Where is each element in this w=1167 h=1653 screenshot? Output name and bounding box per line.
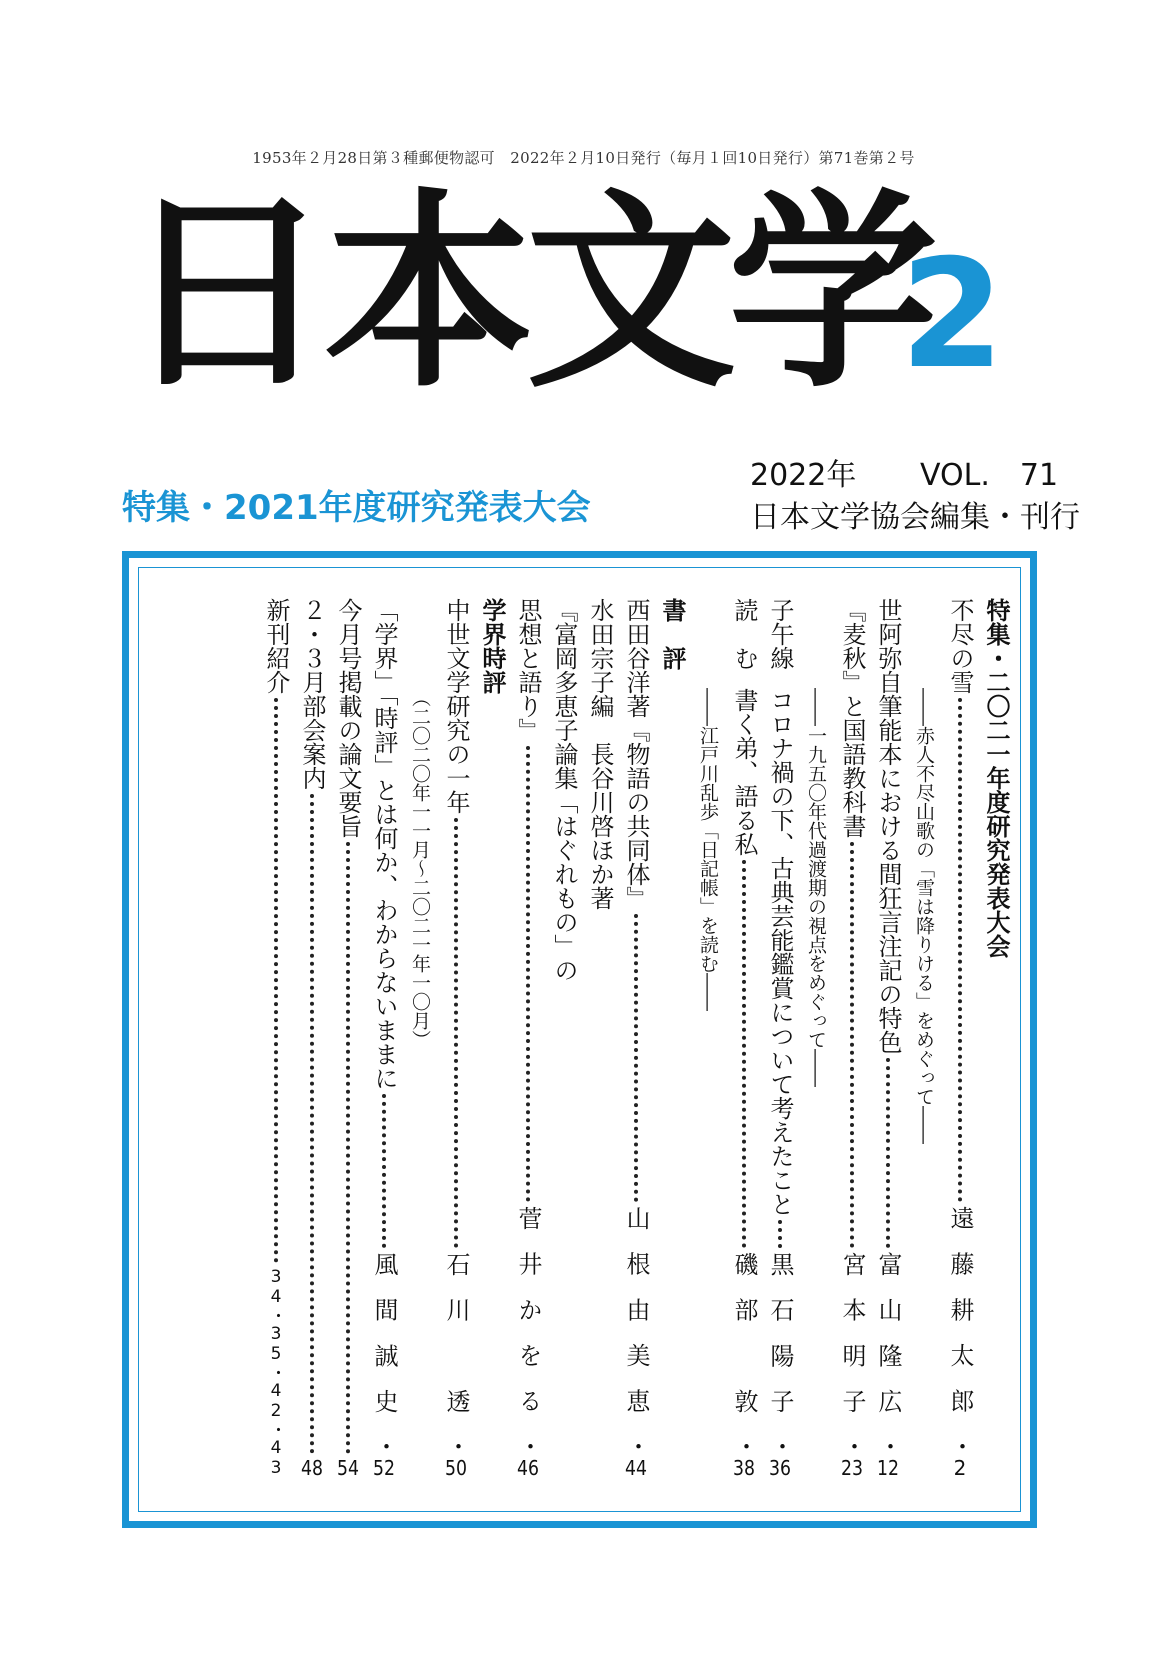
- toc-entry-page: 34・35・42・43: [266, 1267, 286, 1478]
- toc-entry-page: 54: [337, 1458, 359, 1478]
- toc-entry-title: 世阿弥自筆能本における間狂言注記の特色: [874, 598, 902, 1054]
- toc-entry-title: 不尽の雪: [946, 598, 974, 694]
- toc-entry-author: 磯部 敦: [730, 1251, 758, 1434]
- toc-entry-page: 46: [517, 1458, 539, 1478]
- toc-entry-title: 思想と語り』: [514, 598, 542, 742]
- toc-entry[interactable]: [834, 598, 870, 1478]
- toc-entry-page: 38: [733, 1458, 755, 1478]
- toc-section-heading: 書 評: [658, 598, 687, 670]
- toc-entry-author: 石川 透: [442, 1251, 470, 1434]
- toc-feature-heading: 特集・二〇二一年度研究発表大会: [982, 598, 1011, 958]
- toc-leader-dots: [634, 914, 638, 1202]
- toc-entry-author: 遠藤耕太郎: [946, 1206, 974, 1434]
- toc-entry-title: 『富岡多恵子論集「はぐれもの」の: [550, 598, 578, 982]
- toc-subtitle: ――江戸川乱歩「日記帳」を読む――: [697, 688, 719, 1011]
- toc-entry-page: 50: [445, 1458, 467, 1478]
- toc-entry-title: 水田宗子編 長谷川啓ほか著: [586, 598, 614, 910]
- toc-separator: ・: [946, 1434, 974, 1458]
- toc-separator: ・: [514, 1434, 542, 1458]
- toc-entry-title: コロナ禍の下、古典芸能鑑賞について考えたこと: [766, 688, 794, 1216]
- toc-separator: ・: [442, 1434, 470, 1458]
- toc-entry-author: 宮本明子: [838, 1251, 866, 1434]
- toc-leader-dots: [850, 842, 854, 1248]
- toc-separator: ・: [370, 1434, 398, 1458]
- toc-entry[interactable]: [942, 598, 978, 1478]
- masthead-title: 日本文学: [122, 169, 931, 416]
- issue-number: 2: [900, 228, 1005, 402]
- toc-entry-author: 山根由美恵: [622, 1206, 650, 1434]
- toc-entry-title: 新刊紹介: [262, 598, 290, 694]
- toc-entry-page: 52: [373, 1458, 395, 1478]
- toc-entry-page: 2: [953, 1458, 967, 1478]
- toc-entry-page: 12: [877, 1458, 899, 1478]
- table-of-contents-frame: [122, 551, 1037, 1528]
- toc-leader-dots: [454, 818, 458, 1248]
- toc-leader-dots: [958, 698, 962, 1202]
- toc-separator: ・: [838, 1434, 866, 1458]
- toc-leader-dots: [886, 1058, 890, 1248]
- toc-leader-dots: [526, 746, 530, 1202]
- toc-entry-title: 『麦秋』と国語教科書: [838, 598, 866, 838]
- toc-entry[interactable]: [582, 598, 618, 1498]
- toc-entry-title: 中世文学研究の一年: [442, 598, 470, 814]
- toc-entry-title: 西田谷洋著『物語の共同体』: [622, 598, 650, 910]
- publication-year: 2022年: [750, 458, 857, 493]
- toc-subtitle: （二〇二〇年一一月～二〇二一年一〇月）: [409, 688, 431, 1049]
- toc-entry[interactable]: [438, 598, 474, 1478]
- toc-entry[interactable]: [726, 598, 762, 1478]
- toc-leader-dots: [274, 698, 278, 1263]
- toc-leader-dots: [382, 1094, 386, 1248]
- table-of-contents-inner-frame: [138, 567, 1021, 1512]
- toc-entry[interactable]: [762, 598, 798, 1478]
- toc-leader-dots: [742, 860, 746, 1248]
- toc-entry-author: 富山隆広: [874, 1251, 902, 1434]
- toc-entry[interactable]: [294, 598, 330, 1478]
- toc-entry-title: ２・３月部会案内: [298, 598, 326, 790]
- toc-separator: ・: [766, 1434, 794, 1458]
- toc-entry[interactable]: [366, 598, 402, 1478]
- toc-entry-page: 23: [841, 1458, 863, 1478]
- toc-entry-title: 「学界」「時評」とは何か、わからないままに: [370, 598, 398, 1090]
- feature-title: 特集・2021年度研究発表大会: [122, 488, 591, 528]
- toc-entry-page: 44: [625, 1458, 647, 1478]
- toc-separator: ・: [730, 1434, 758, 1458]
- toc-entry-title: 今月号掲載の論文要旨: [334, 598, 362, 838]
- toc-leader-dots: [778, 1220, 782, 1248]
- toc-entry[interactable]: [870, 598, 906, 1478]
- toc-entry[interactable]: [618, 598, 654, 1478]
- toc-leader-dots: [310, 794, 314, 1454]
- toc-entry-author: 菅井かをる: [514, 1206, 542, 1434]
- toc-entry-label: 読 む: [730, 598, 758, 670]
- toc-entry-label: 子午線: [766, 598, 794, 670]
- postal-notice: 1953年２月28日第３種郵便物認可 2022年２月10日発行（毎月１回10日発行）第71巻第２号: [252, 149, 915, 167]
- toc-section-heading: 学界時評: [478, 598, 507, 694]
- toc-entry[interactable]: [258, 598, 294, 1478]
- toc-entry[interactable]: [546, 598, 582, 1498]
- toc-leader-dots: [346, 842, 350, 1454]
- toc-entry-author: 黒石陽子: [766, 1251, 794, 1434]
- toc-entry-title: 書く弟、語る私: [730, 688, 758, 856]
- table-of-contents: [159, 598, 1014, 1498]
- toc-separator: ・: [874, 1434, 902, 1458]
- toc-entry[interactable]: [330, 598, 366, 1478]
- toc-subtitle: ――一九五〇年代過渡期の視点をめぐって――: [805, 688, 827, 1087]
- toc-separator: ・: [622, 1434, 650, 1458]
- publisher: 日本文学協会編集・刊行: [750, 500, 1080, 535]
- toc-entry-author: 風間誠史: [370, 1251, 398, 1434]
- toc-subtitle: ――赤人不尽山歌の「雪は降りける」をめぐって――: [913, 688, 935, 1144]
- toc-entry-page: 48: [301, 1458, 323, 1478]
- volume-number: VOL. 71: [920, 458, 1059, 493]
- toc-entry-page: 36: [769, 1458, 791, 1478]
- toc-entry[interactable]: [510, 598, 546, 1478]
